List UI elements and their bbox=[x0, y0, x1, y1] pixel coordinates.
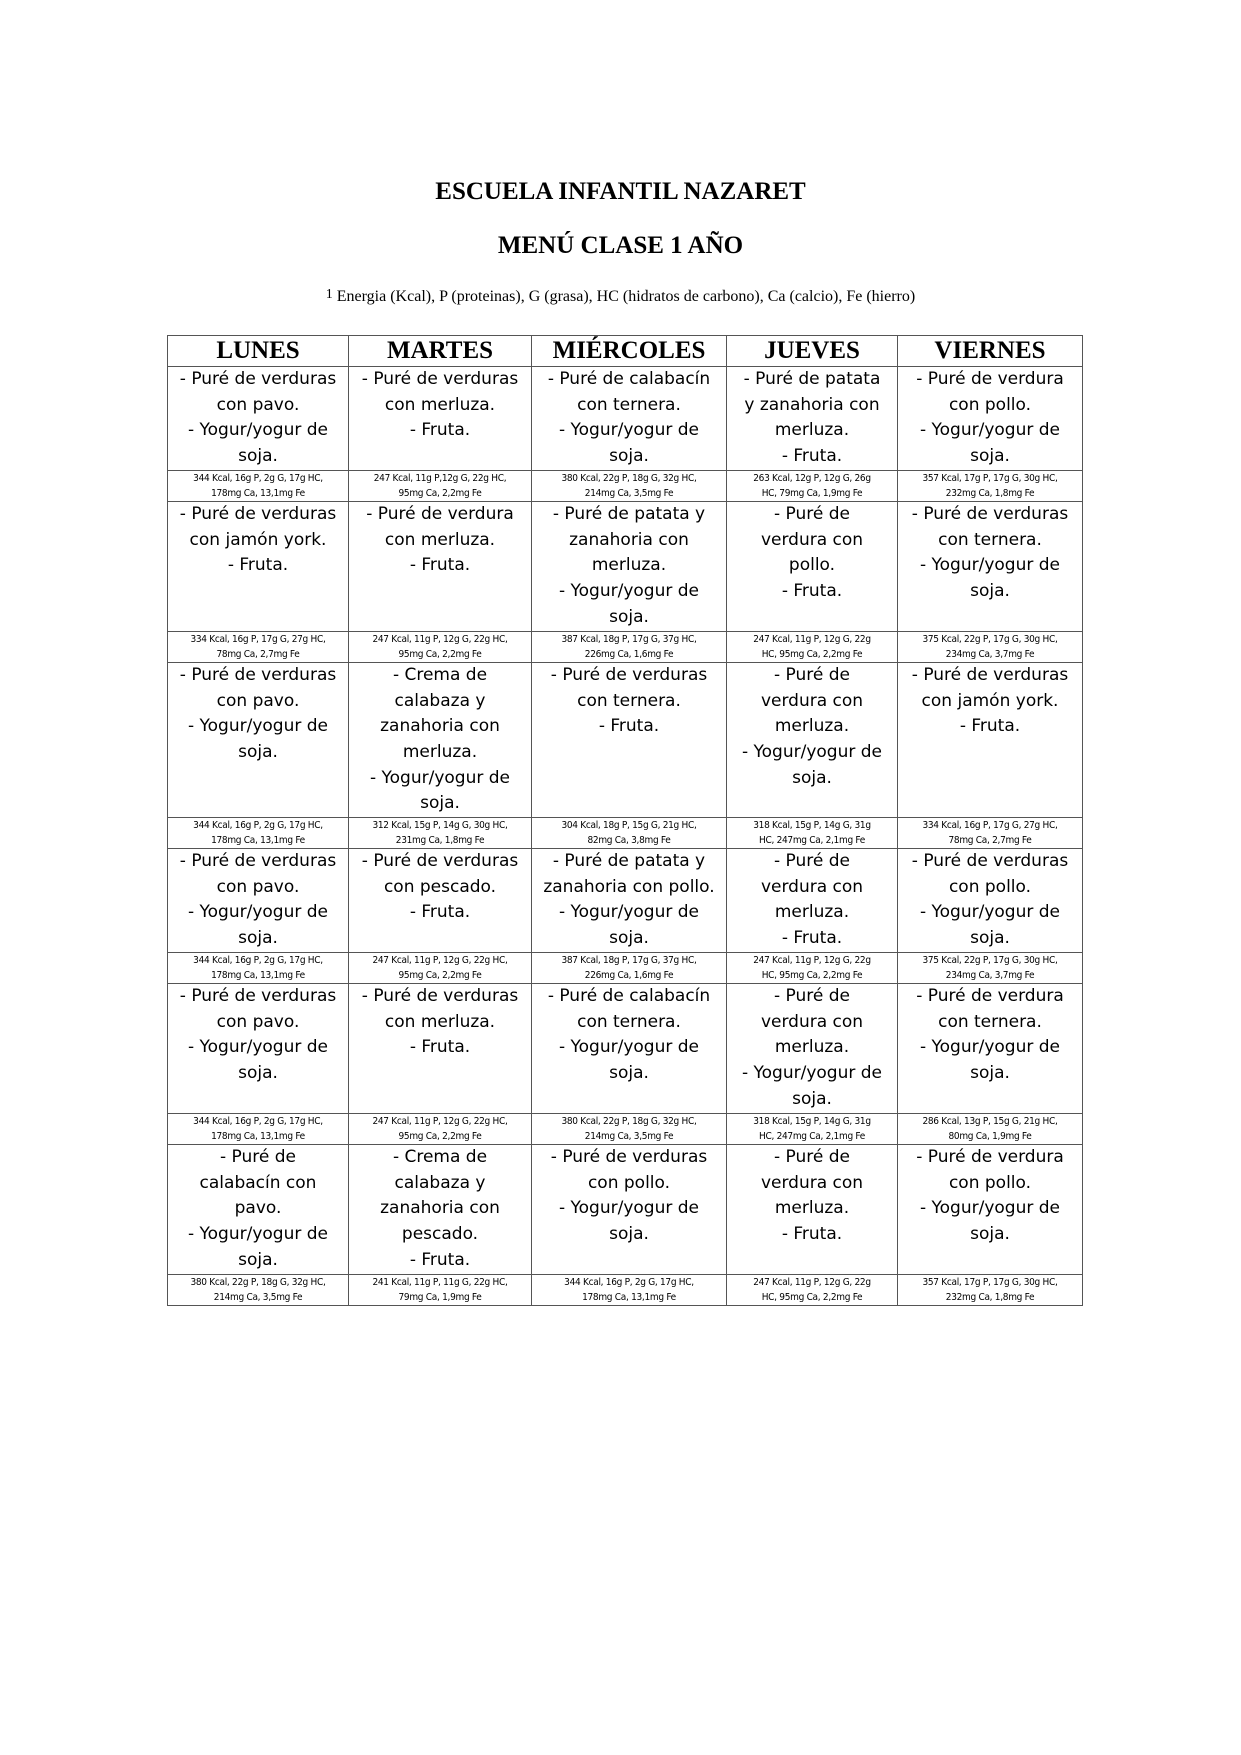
day-header-row bbox=[168, 336, 1083, 367]
nutrition-cell: 247 Kcal, 11g P, 12g G, 22g HC, 95mg Ca, 2,2mg Fe bbox=[349, 631, 532, 662]
dish-cell: - Puré de verduras con pollo. - Yogur/yogur de soja. bbox=[532, 1145, 727, 1275]
dish-cell: - Puré de verdura con pollo. - Fruta. bbox=[727, 501, 898, 631]
nutrition-cell: 344 Kcal, 16g P, 2g G, 17g HC, 178mg Ca, 13,1mg Fe bbox=[168, 1114, 349, 1145]
nutrition-cell: 380 Kcal, 22g P, 18g G, 32g HC, 214mg Ca, 3,5mg Fe bbox=[168, 1275, 349, 1306]
dish-row bbox=[168, 367, 1083, 471]
nutrition-row bbox=[168, 631, 1083, 662]
nutrition-cell: 344 Kcal, 16g P, 2g G, 17g HC, 178mg Ca, 13,1mg Fe bbox=[168, 953, 349, 984]
day-header-martes: MARTES bbox=[349, 336, 532, 367]
dish-cell: - Puré de verduras con jamón york. - Fruta. bbox=[898, 662, 1083, 817]
dish-cell: - Puré de verdura con merluza. - Fruta. bbox=[727, 849, 898, 953]
nutrition-cell: 344 Kcal, 16g P, 2g G, 17g HC, 178mg Ca, 13,1mg Fe bbox=[168, 470, 349, 501]
nutrition-cell: 318 Kcal, 15g P, 14g G, 31g HC, 247mg Ca, 2,1mg Fe bbox=[727, 818, 898, 849]
legend-footnote-mark: 1 bbox=[325, 287, 333, 302]
nutrition-row bbox=[168, 818, 1083, 849]
dish-cell: - Crema de calabaza y zanahoria con merluza. - Yogur/yogur de soja. bbox=[349, 662, 532, 817]
dish-cell: - Puré de verduras con jamón york. - Fruta. bbox=[168, 501, 349, 631]
legend-text: Energia (Kcal), P (proteinas), G (grasa), HC (hidratos de carbono), Ca (calcio), Fe (hierro) bbox=[336, 288, 916, 305]
dish-row bbox=[168, 501, 1083, 631]
nutrition-cell: 241 Kcal, 11g P, 11g G, 22g HC, 79mg Ca, 1,9mg Fe bbox=[349, 1275, 532, 1306]
nutrition-cell: 375 Kcal, 22g P, 17g G, 30g HC, 234mg Ca, 3,7mg Fe bbox=[898, 953, 1083, 984]
nutrition-cell: 247 Kcal, 11g P, 12g G, 22g HC, 95mg Ca, 2,2mg Fe bbox=[727, 631, 898, 662]
dish-cell: - Puré de verduras con ternera. - Yogur/yogur de soja. bbox=[898, 501, 1083, 631]
dish-cell: - Puré de calabacín con pavo. - Yogur/yogur de soja. bbox=[168, 1145, 349, 1275]
nutrition-cell: 247 Kcal, 11g P, 12g G, 22g HC, 95mg Ca, 2,2mg Fe bbox=[727, 953, 898, 984]
dish-cell: - Crema de calabaza y zanahoria con pescado. - Fruta. bbox=[349, 1145, 532, 1275]
dish-cell: - Puré de verdura con pollo. - Yogur/yogur de soja. bbox=[898, 1145, 1083, 1275]
nutrition-cell: 334 Kcal, 16g P, 17g G, 27g HC, 78mg Ca, 2,7mg Fe bbox=[168, 631, 349, 662]
nutrition-cell: 312 Kcal, 15g P, 14g G, 30g HC, 231mg Ca, 1,8mg Fe bbox=[349, 818, 532, 849]
dish-cell: - Puré de verdura con pollo. - Yogur/yogur de soja. bbox=[898, 367, 1083, 471]
nutrition-cell: 380 Kcal, 22g P, 18g G, 32g HC, 214mg Ca, 3,5mg Fe bbox=[532, 1114, 727, 1145]
menu-title: MENÚ CLASE 1 AÑO bbox=[497, 232, 744, 259]
nutrition-cell: 357 Kcal, 17g P, 17g G, 30g HC, 232mg Ca, 1,8mg Fe bbox=[898, 470, 1083, 501]
nutrition-row bbox=[168, 1275, 1083, 1306]
dish-cell: - Puré de verdura con merluza. - Yogur/yogur de soja. bbox=[727, 984, 898, 1114]
dish-cell: - Puré de calabacín con ternera. - Yogur/yogur de soja. bbox=[532, 367, 727, 471]
day-header-viernes: VIERNES bbox=[898, 336, 1083, 367]
nutrition-cell: 304 Kcal, 18g P, 15g G, 21g HC, 82mg Ca, 3,8mg Fe bbox=[532, 818, 727, 849]
day-header-jueves: JUEVES bbox=[727, 336, 898, 367]
nutrition-cell: 380 Kcal, 22g P, 18g G, 32g HC, 214mg Ca, 3,5mg Fe bbox=[532, 470, 727, 501]
dish-cell: - Puré de verduras con pollo. - Yogur/yogur de soja. bbox=[898, 849, 1083, 953]
dish-cell: - Puré de verdura con merluza. - Fruta. bbox=[727, 1145, 898, 1275]
nutrition-row bbox=[168, 1114, 1083, 1145]
dish-cell: - Puré de patata y zanahoria con merluza. - Fruta. bbox=[727, 367, 898, 471]
dish-cell: - Puré de verdura con ternera. - Yogur/yogur de soja. bbox=[898, 984, 1083, 1114]
day-header-lunes: LUNES bbox=[168, 336, 349, 367]
nutrition-cell: 247 Kcal, 11g P, 12g G, 22g HC, 95mg Ca, 2,2mg Fe bbox=[727, 1275, 898, 1306]
dish-cell: - Puré de calabacín con ternera. - Yogur/yogur de soja. bbox=[532, 984, 727, 1114]
day-header-miercoles: MIÉRCOLES bbox=[532, 336, 727, 367]
nutrition-cell: 286 Kcal, 13g P, 15g G, 21g HC, 80mg Ca, 1,9mg Fe bbox=[898, 1114, 1083, 1145]
nutrition-cell: 247 Kcal, 11g P, 12g G, 22g HC, 95mg Ca, 2,2mg Fe bbox=[349, 1114, 532, 1145]
dish-cell: - Puré de verdura con merluza. - Yogur/yogur de soja. bbox=[727, 662, 898, 817]
nutrition-cell: 387 Kcal, 18g P, 17g G, 37g HC, 226mg Ca, 1,6mg Fe bbox=[532, 953, 727, 984]
dish-cell: - Puré de verduras con pescado. - Fruta. bbox=[349, 849, 532, 953]
nutrition-cell: 318 Kcal, 15g P, 14g G, 31g HC, 247mg Ca, 2,1mg Fe bbox=[727, 1114, 898, 1145]
nutrition-cell: 344 Kcal, 16g P, 2g G, 17g HC, 178mg Ca, 13,1mg Fe bbox=[532, 1275, 727, 1306]
nutrition-cell: 334 Kcal, 16g P, 17g G, 27g HC, 78mg Ca, 2,7mg Fe bbox=[898, 818, 1083, 849]
dish-cell: - Puré de verduras con pavo. - Yogur/yogur de soja. bbox=[168, 367, 349, 471]
nutrition-legend bbox=[0, 288, 1241, 306]
school-title: ESCUELA INFANTIL NAZARET bbox=[435, 178, 806, 205]
dish-cell: - Puré de verduras con ternera. - Fruta. bbox=[532, 662, 727, 817]
nutrition-cell: 375 Kcal, 22g P, 17g G, 30g HC, 234mg Ca, 3,7mg Fe bbox=[898, 631, 1083, 662]
menu-table bbox=[167, 335, 1083, 1306]
dish-row bbox=[168, 1145, 1083, 1275]
dish-cell: - Puré de verduras con merluza. - Fruta. bbox=[349, 367, 532, 471]
nutrition-cell: 247 Kcal, 11g P, 12g G, 22g HC, 95mg Ca, 2,2mg Fe bbox=[349, 953, 532, 984]
dish-cell: - Puré de verduras con pavo. - Yogur/yogur de soja. bbox=[168, 662, 349, 817]
dish-cell: - Puré de patata y zanahoria con pollo. - Yogur/yogur de soja. bbox=[532, 849, 727, 953]
nutrition-cell: 344 Kcal, 16g P, 2g G, 17g HC, 178mg Ca, 13,1mg Fe bbox=[168, 818, 349, 849]
dish-row bbox=[168, 849, 1083, 953]
dish-row bbox=[168, 662, 1083, 817]
dish-cell: - Puré de verdura con merluza. - Fruta. bbox=[349, 501, 532, 631]
dish-cell: - Puré de patata y zanahoria con merluza. - Yogur/yogur de soja. bbox=[532, 501, 727, 631]
dish-cell: - Puré de verduras con merluza. - Fruta. bbox=[349, 984, 532, 1114]
nutrition-cell: 263 Kcal, 12g P, 12g G, 26g HC, 79mg Ca, 1,9mg Fe bbox=[727, 470, 898, 501]
nutrition-cell: 387 Kcal, 18g P, 17g G, 37g HC, 226mg Ca, 1,6mg Fe bbox=[532, 631, 727, 662]
dish-row bbox=[168, 984, 1083, 1114]
dish-cell: - Puré de verduras con pavo. - Yogur/yogur de soja. bbox=[168, 849, 349, 953]
nutrition-row bbox=[168, 470, 1083, 501]
nutrition-cell: 357 Kcal, 17g P, 17g G, 30g HC, 232mg Ca, 1,8mg Fe bbox=[898, 1275, 1083, 1306]
dish-cell: - Puré de verduras con pavo. - Yogur/yogur de soja. bbox=[168, 984, 349, 1114]
nutrition-cell: 247 Kcal, 11g P,12g G, 22g HC, 95mg Ca, 2,2mg Fe bbox=[349, 470, 532, 501]
nutrition-row bbox=[168, 953, 1083, 984]
